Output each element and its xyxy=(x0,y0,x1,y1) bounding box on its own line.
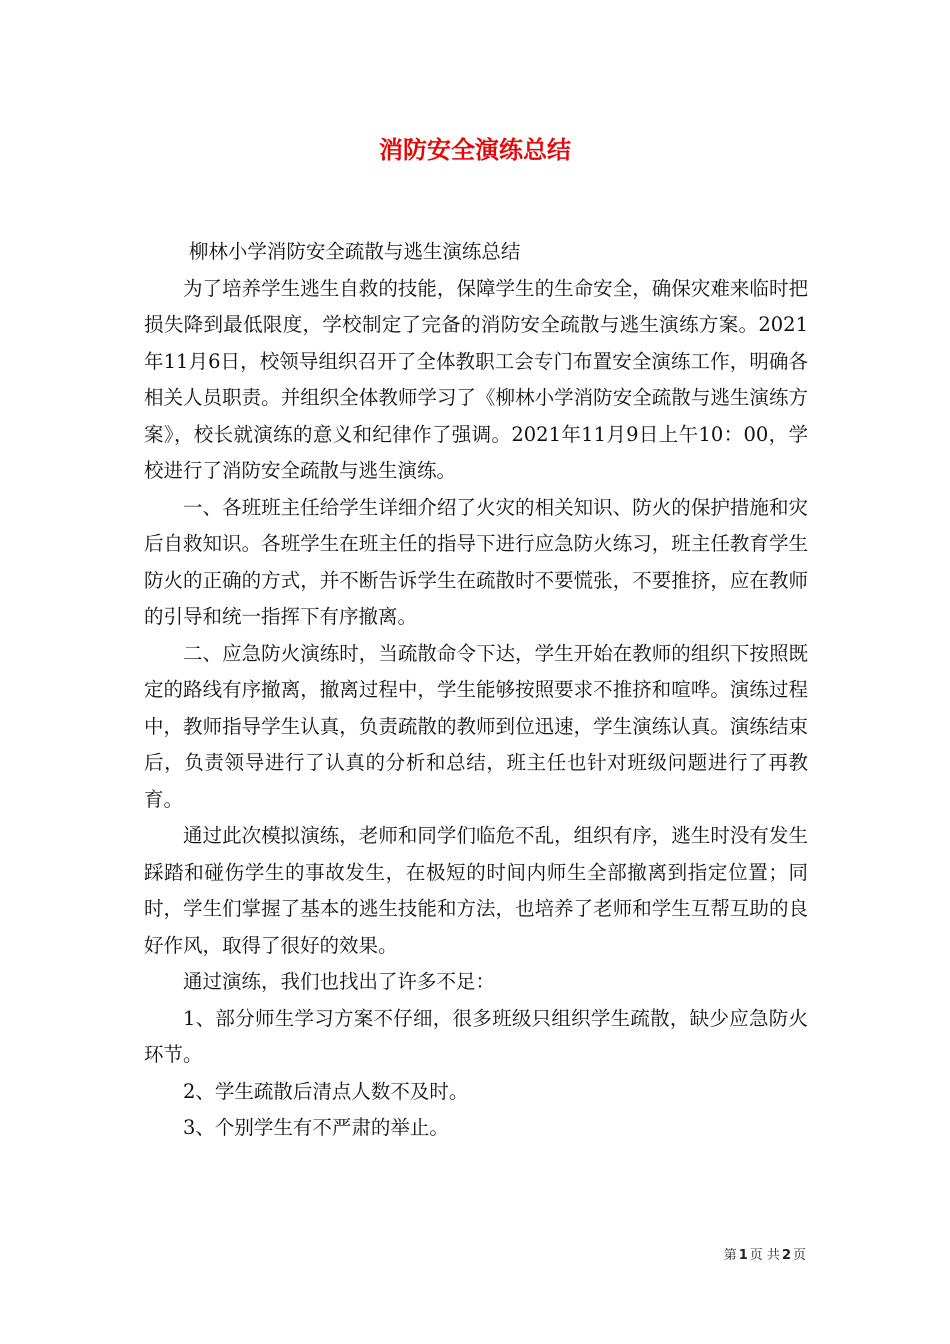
list-item-shortcoming-1: 1、部分师生学习方案不仔细，很多班级只组织学生疏散，缺少应急防火环节。 xyxy=(144,1006,808,1066)
paragraph-section-two: 二、应急防火演练时，当疏散命令下达，学生开始在教师的组织下按照既定的路线有序撤离，撤离过程中，学生能够按照要求不推挤和喧哗。演练过程中，教师指导学生认真，负责疏散的教师到位迅速，学生演练认真。演练结束后，负责领导进行了认真的分析和总结，班主任也针对班级问题进行了再教育。 xyxy=(144,641,808,811)
page-number-footer xyxy=(724,1247,806,1265)
paragraph-intro: 为了培养学生逃生自救的技能，保障学生的生命安全，确保灾难来临时把损失降到最低限度，学校制定了完备的消防安全疏散与逃生演练方案。2021年11月6日，校领导组织召开了全体教职工会专门布置安全演练工作，明确各相关人员职责。并组织全体教师学习了《柳林小学消防安全疏散与逃生演练方案》，校长就演练的意义和纪律作了强调。2021年11月9日上午10：00，学校进行了消防安全疏散与逃生演练。 xyxy=(144,276,808,482)
footer-prefix: 第 xyxy=(723,1248,737,1263)
list-item-shortcoming-2: 2、学生疏散后清点人数不及时。 xyxy=(183,1079,469,1103)
paragraph-shortcomings-intro: 通过演练，我们也找出了许多不足： xyxy=(183,970,496,993)
paragraph-results: 通过此次模拟演练，老师和同学们临危不乱，组织有序，逃生时没有发生踩踏和碰伤学生的事故发生，在极短的时间内师生全部撤离到指定位置；同时，学生们掌握了基本的逃生技能和方法，也培养了老师和学生互帮互助的良好作风，取得了很好的效果。 xyxy=(144,824,808,957)
document-subtitle: 柳林小学消防安全疏散与逃生演练总结 xyxy=(188,240,521,263)
total-pages-number: 2 xyxy=(781,1248,791,1263)
current-page-number: 1 xyxy=(738,1248,748,1263)
footer-middle: 页 共 xyxy=(749,1248,780,1263)
footer-suffix: 页 xyxy=(792,1248,806,1263)
document-title: 消防安全演练总结 xyxy=(379,135,571,164)
paragraph-section-one: 一、各班班主任给学生详细介绍了火灾的相关知识、防火的保护措施和灾后自救知识。各班学生在班主任的指导下进行应急防火练习，班主任教育学生防火的正确的方式，并不断告诉学生在疏散时不要慌张，不要推挤，应在教师的引导和统一指挥下有序撤离。 xyxy=(144,495,808,628)
document-body xyxy=(144,234,808,1147)
list-item-shortcoming-3: 3、个别学生有不严肃的举止。 xyxy=(183,1116,449,1139)
